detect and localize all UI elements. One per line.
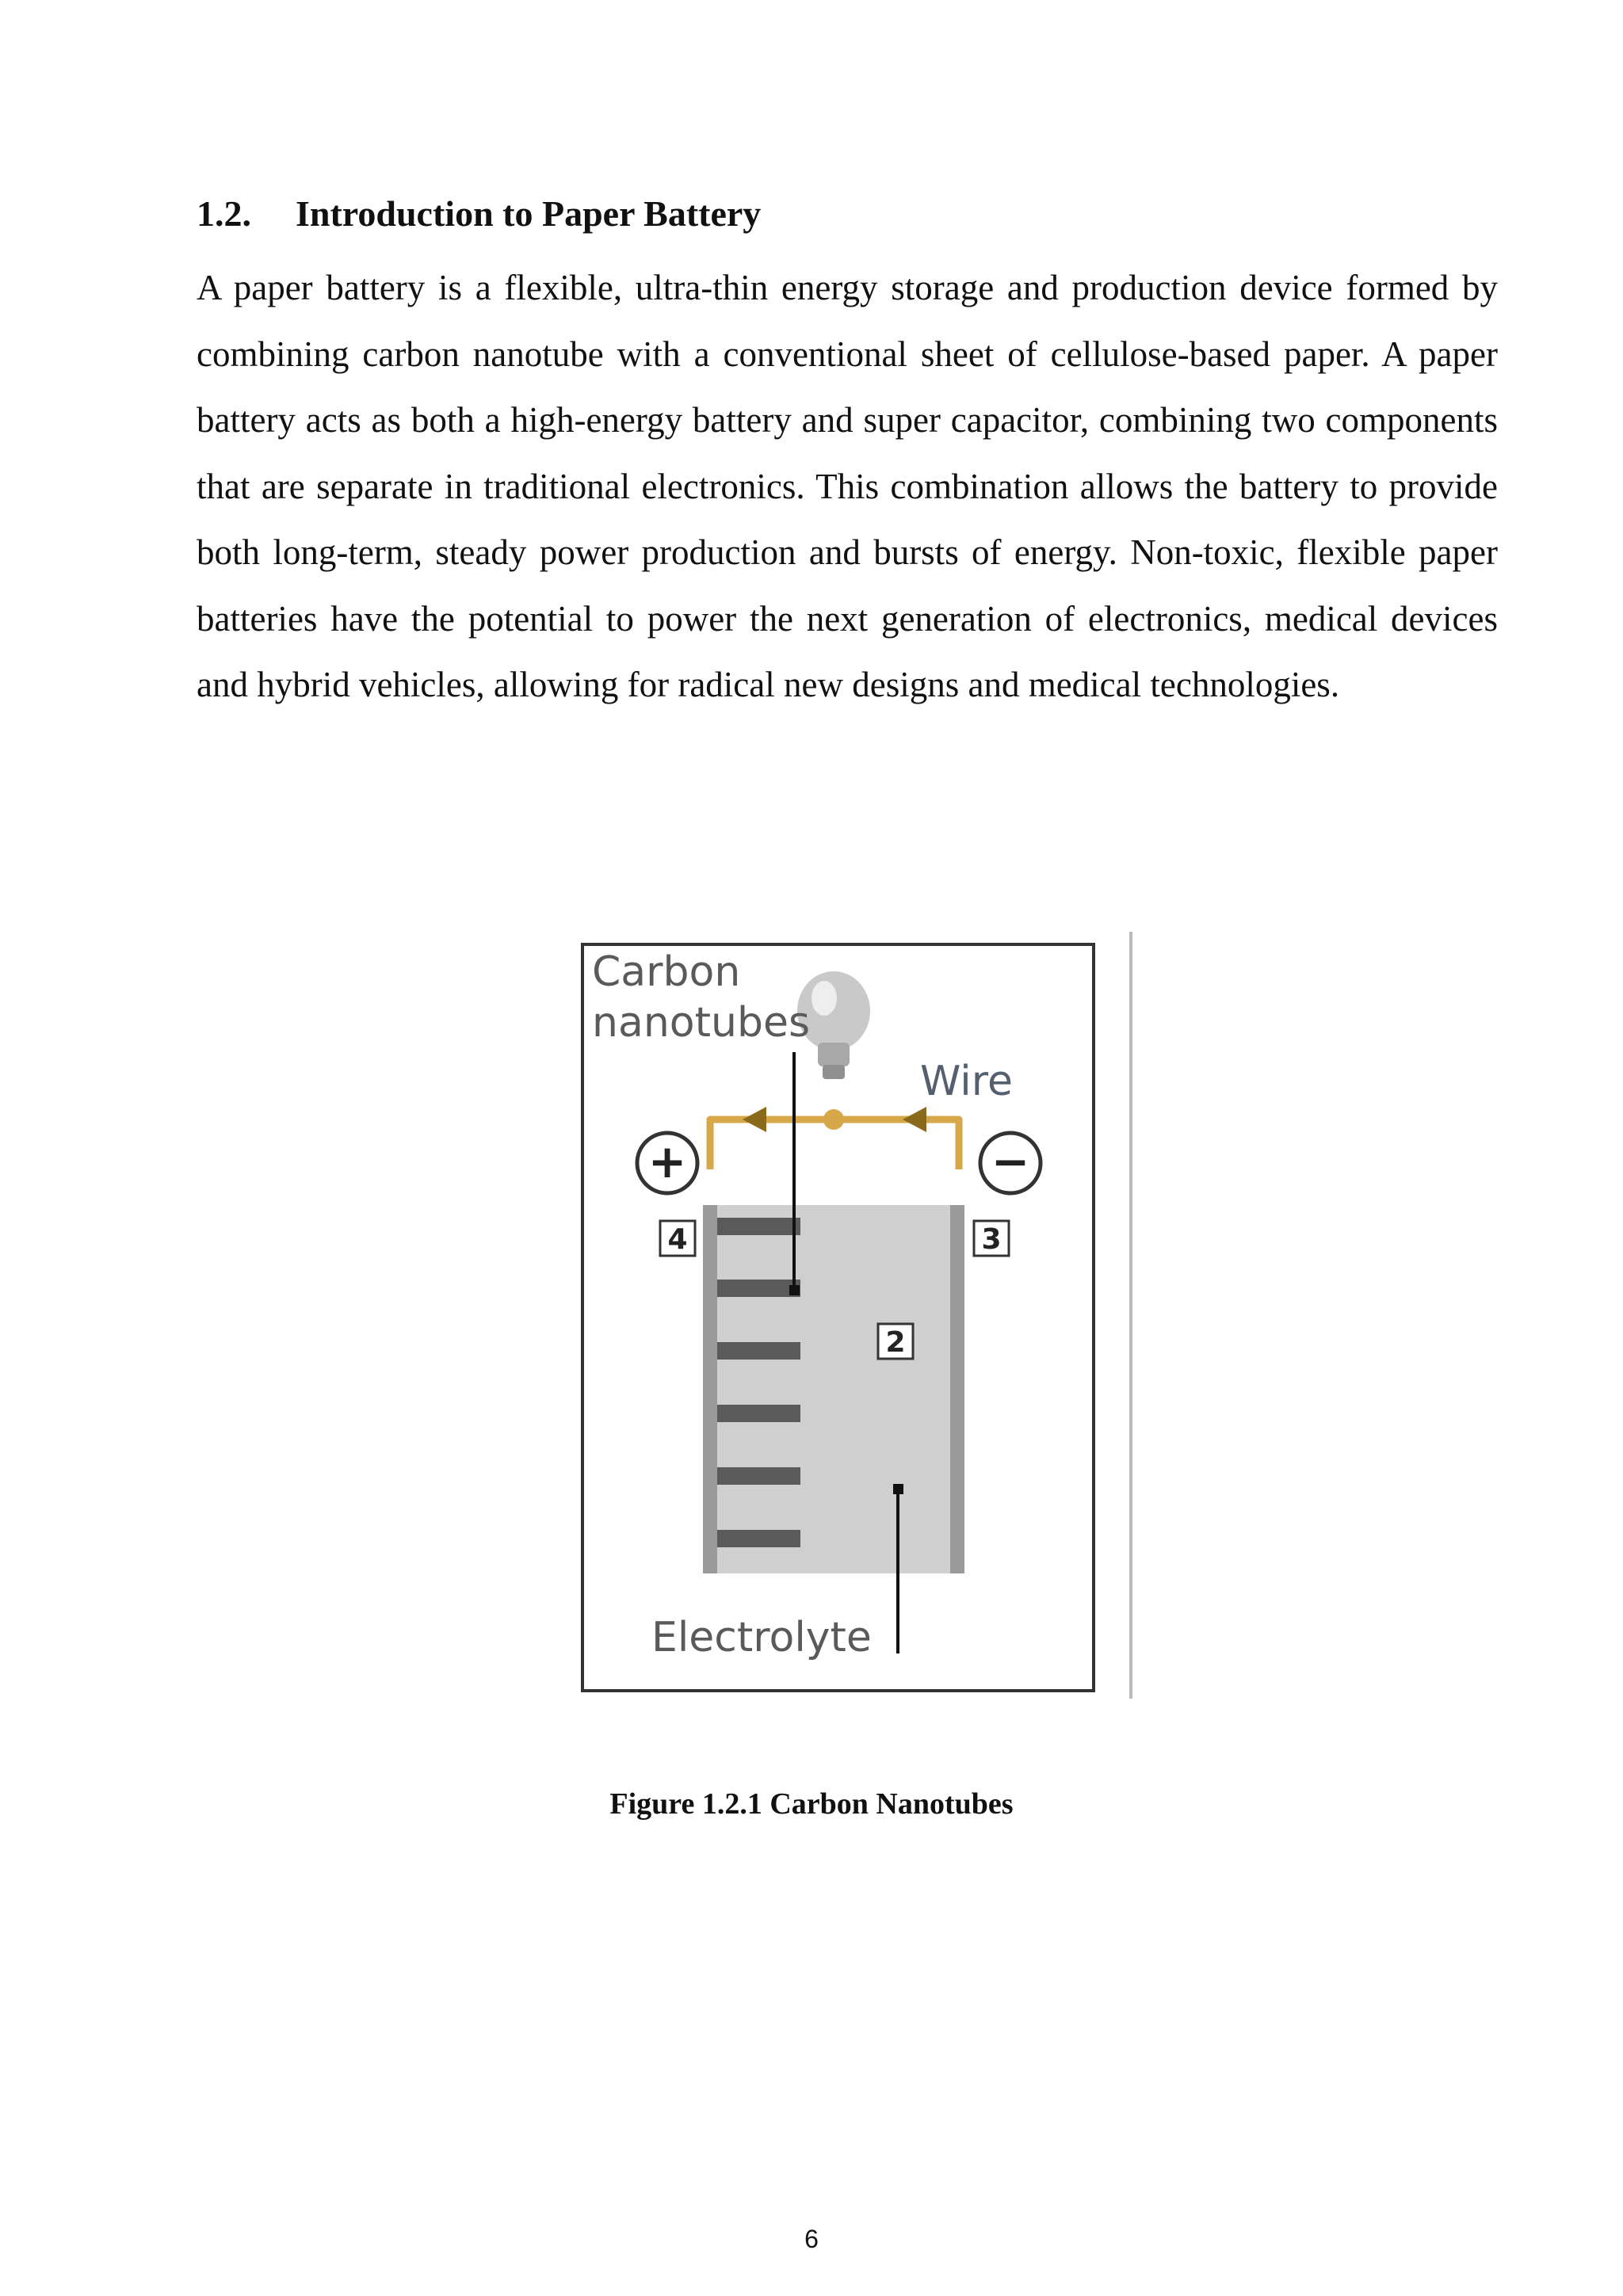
svg-text:3: 3	[981, 1223, 1002, 1256]
positive-terminal-icon	[637, 1133, 697, 1193]
left-electrode	[703, 1205, 717, 1573]
section-heading	[197, 193, 761, 235]
badge-2	[878, 1324, 913, 1359]
badge-4	[660, 1221, 695, 1256]
section-number: 1.2.	[197, 193, 251, 234]
svg-text:4: 4	[667, 1223, 688, 1256]
figure-caption: Figure 1.2.1 Carbon Nanotubes	[609, 1787, 1014, 1821]
label-carbon: Carbon	[592, 948, 741, 996]
carbon-nanotubes-figure	[576, 932, 1137, 1700]
svg-text:2: 2	[885, 1326, 906, 1359]
intro-paragraph: A paper battery is a flexible, ultra-thin energy storage and production device formed by combining carbon nanotube with a conventional sheet of cellulose-based paper. A paper battery acts as both a high-energy battery and super capacitor, combining two components that are separate in traditional electronics. This combination allows the battery to provide both long-term, steady power production and bursts of energy. Non-toxic, flexible paper batteries have the potential to power the next generation of electronics, medical devices and hybrid vehicles, allowing for radical new designs and medical technologies.	[197, 268, 1498, 704]
label-wire: Wire	[920, 1058, 1013, 1105]
electrolyte-region	[715, 1205, 954, 1573]
svg-text:−: −	[991, 1135, 1030, 1188]
negative-terminal-icon	[980, 1133, 1041, 1193]
label-electrolyte: Electrolyte	[651, 1614, 872, 1661]
right-electrode	[950, 1205, 964, 1573]
section-title: Introduction to Paper Battery	[296, 193, 762, 234]
page-number: 6	[804, 2225, 819, 2253]
svg-text:+: +	[647, 1135, 687, 1188]
label-nanotubes: nanotubes	[592, 999, 811, 1047]
badge-3	[974, 1221, 1009, 1256]
